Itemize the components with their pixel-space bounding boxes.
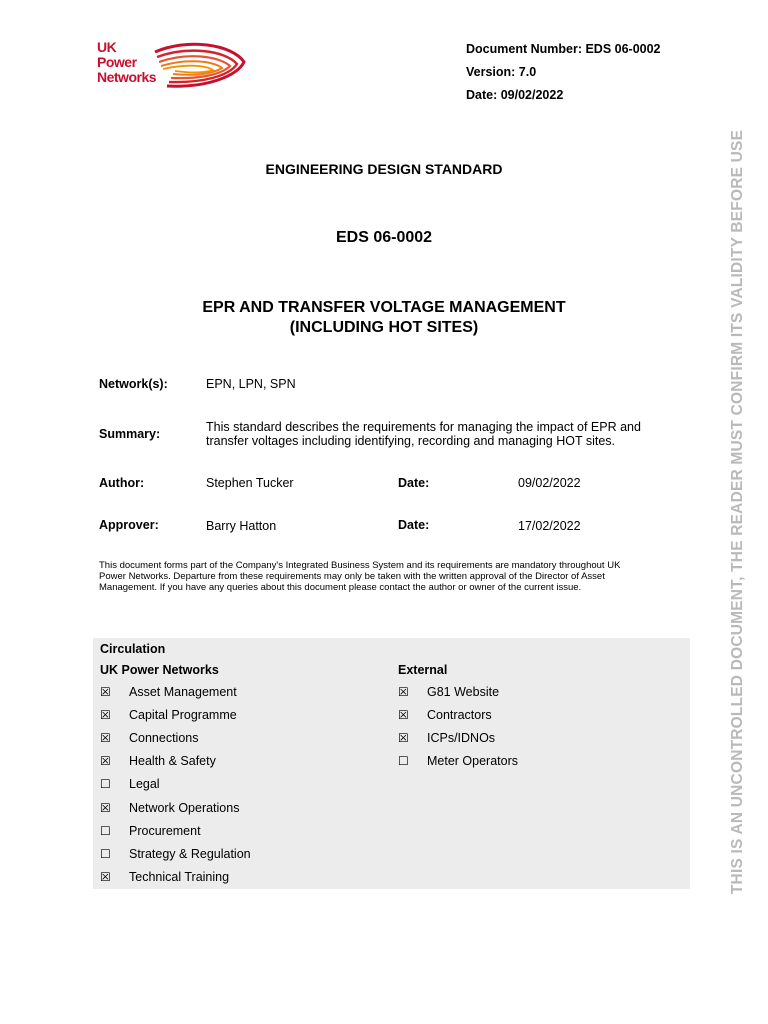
checkbox-icon: ☒ <box>398 685 409 699</box>
logo-line-power: Power <box>97 54 137 70</box>
standard-heading: ENGINEERING DESIGN STANDARD <box>265 161 503 177</box>
checkbox-icon: ☐ <box>100 777 111 792</box>
company-logo <box>97 40 247 92</box>
checkbox-icon: ☐ <box>398 754 409 769</box>
checkbox-icon: ☒ <box>100 754 111 769</box>
approver-label: Approver: <box>99 518 159 532</box>
author-label: Author: <box>99 476 145 490</box>
summary-label: Summary: <box>99 427 161 441</box>
mandatory-notice <box>99 560 671 593</box>
standard-code: EDS 06-0002 <box>335 229 433 246</box>
checkbox-icon: ☐ <box>100 846 111 861</box>
ukpn-circulation-item-label: Health & Safety <box>129 754 216 769</box>
checkbox-icon: ☒ <box>398 708 409 723</box>
external-circulation-item-label: ICPs/IDNOs <box>427 731 496 746</box>
checkbox-icon: ☒ <box>100 731 111 746</box>
external-heading: External <box>398 663 448 677</box>
ukpn-circulation-item-label: Procurement <box>129 823 201 838</box>
logo-line-networks: Networks <box>97 69 157 85</box>
document-date: Date: 09/02/2022 <box>466 88 564 102</box>
notice-line1: This document forms part of the Company's Integrated Business System and its requirements are mandatory throughout UK <box>99 560 621 571</box>
approver-date-label: Date: <box>398 518 430 532</box>
summary-line2: transfer voltages including identifying, recording and managing HOT sites. <box>206 434 616 448</box>
ukpn-circulation-item-label: Legal <box>129 777 160 792</box>
networks-label: Network(s): <box>99 377 168 391</box>
author-date-value: 09/02/2022 <box>518 476 581 490</box>
ukpn-circulation-item-label: Asset Management <box>129 685 237 699</box>
checkbox-icon: ☒ <box>100 800 111 815</box>
author-date-label: Date: <box>398 476 430 490</box>
author-value: Stephen Tucker <box>206 476 294 490</box>
circulation-panel <box>93 638 690 889</box>
ukpn-circulation-item-label: Connections <box>129 731 199 746</box>
document-version: Version: 7.0 <box>466 65 537 79</box>
standard-title-line2: (INCLUDING HOT SITES) <box>289 319 479 336</box>
uncontrolled-document-watermark: THIS IS AN UNCONTROLLED DOCUMENT, THE READER MUST CONFIRM ITS VALIDITY BEFORE USE <box>729 129 746 895</box>
ukpn-circulation-item-label: Technical Training <box>129 869 230 884</box>
checkbox-icon: ☒ <box>100 685 111 699</box>
ukpn-circulation-item-label: Strategy & Regulation <box>129 846 251 861</box>
external-circulation-item-label: Contractors <box>427 708 492 723</box>
external-circulation-item-label: G81 Website <box>427 685 500 699</box>
notice-line2: Power Networks. Departure from these requirements may only be taken with the written approval of the Director of Asset <box>99 571 605 582</box>
ukpn-circulation-item-label: Network Operations <box>129 800 240 815</box>
summary-line1: This standard describes the requirements for managing the impact of EPR and <box>206 420 641 434</box>
checkbox-icon: ☒ <box>398 731 409 746</box>
checkbox-icon: ☐ <box>100 823 111 838</box>
approver-value: Barry Hatton <box>206 519 277 533</box>
circulation-title: Circulation <box>100 642 166 656</box>
networks-value: EPN, LPN, SPN <box>206 377 296 391</box>
logo-line-uk: UK <box>97 39 117 55</box>
approver-date-value: 17/02/2022 <box>518 519 581 533</box>
logo-wordmark <box>97 40 156 85</box>
checkbox-icon: ☒ <box>100 869 111 884</box>
ukpn-heading: UK Power Networks <box>100 663 219 677</box>
external-circulation-item-label: Meter Operators <box>427 754 519 769</box>
checkbox-icon: ☒ <box>100 708 111 723</box>
notice-line3: Management. If you have any queries about this document please contact the author or owner of the current issue. <box>99 582 582 593</box>
ukpn-circulation-item-label: Capital Programme <box>129 708 237 723</box>
document-number: Document Number: EDS 06-0002 <box>466 42 661 56</box>
standard-title-line1: EPR AND TRANSFER VOLTAGE MANAGEMENT <box>202 299 566 316</box>
